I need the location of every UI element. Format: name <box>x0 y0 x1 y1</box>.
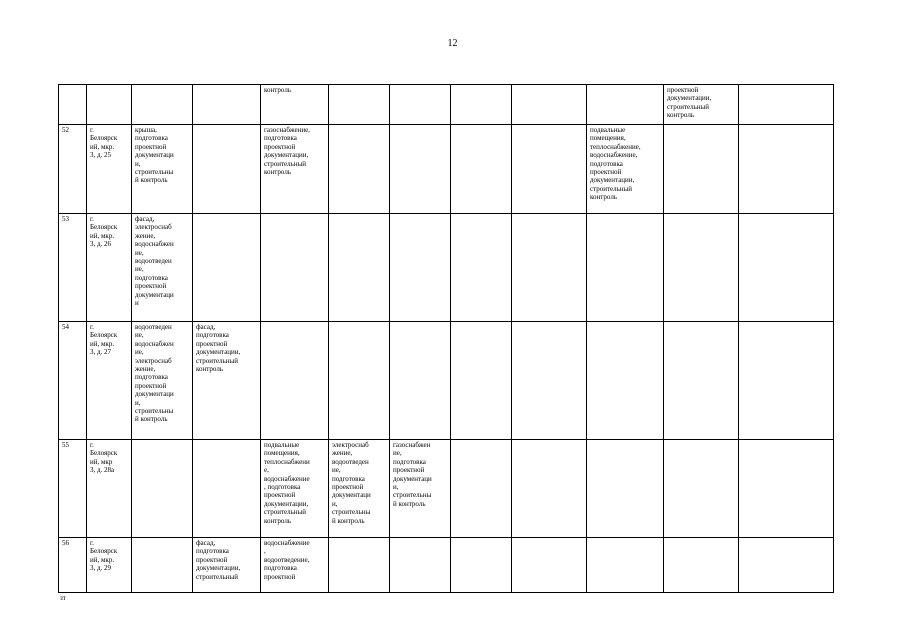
table-cell: 53 <box>59 214 87 322</box>
table-cell <box>587 538 664 593</box>
table-cell: фасад, подготовка проектной документации, строительный <box>193 538 261 593</box>
table-cell: г. Белоярск ий, мкр 3, д. 28а <box>87 440 132 538</box>
table-cell <box>59 85 87 125</box>
table-cell <box>132 440 193 538</box>
table-cell <box>451 322 512 440</box>
table-cell <box>87 85 132 125</box>
table-cell: газоснабжение, подготовка проектной документации, строительный контроль <box>261 125 329 214</box>
table-cell <box>664 214 739 322</box>
table-cell: газоснабжен ие, подготовка проектной документаци и, строительны й контроль <box>390 440 451 538</box>
table-cell: крыша, подготовка проектной документаци и, строительны й контроль <box>132 125 193 214</box>
table-cell <box>390 322 451 440</box>
table-row <box>59 322 834 440</box>
repair-schedule-table <box>58 84 834 593</box>
table-cell <box>587 440 664 538</box>
table-cell <box>512 85 587 125</box>
table-cell: водоотведен ие, водоснабжен ие, электроснаб жение, подготовка проектной документаци и, строительны й контроль <box>132 322 193 440</box>
table-cell <box>664 322 739 440</box>
table-cell: фасад, подготовка проектной документации, строительный контроль <box>193 322 261 440</box>
table-cell: 56 <box>59 538 87 593</box>
table-cell: г. Белоярск ий, мкр. 3, д. 27 <box>87 322 132 440</box>
table-cell <box>739 214 834 322</box>
table-cell <box>261 322 329 440</box>
table-cell: водоснабжение , водоотведение, подготовка проектной <box>261 538 329 593</box>
table-cell <box>739 85 834 125</box>
table-cell <box>664 440 739 538</box>
table-cell <box>587 214 664 322</box>
table-cell: электроснаб жение, водоотведен ие, подготовка проектной документаци и, строительны й контроль <box>329 440 390 538</box>
table-cell <box>664 125 739 214</box>
table-cell <box>329 538 390 593</box>
table-cell <box>739 322 834 440</box>
table-cell <box>390 538 451 593</box>
table-row <box>59 125 834 214</box>
table-cell <box>512 538 587 593</box>
table-cell <box>132 538 193 593</box>
page-number: 12 <box>447 38 458 49</box>
table-cell <box>193 125 261 214</box>
table-cell <box>451 538 512 593</box>
table-cell: фасад, электроснаб жение, водоснабжен ие, водоотведен ие, подготовка проектной документаци и <box>132 214 193 322</box>
table-cell <box>451 85 512 125</box>
table-cell <box>739 538 834 593</box>
table-cell <box>512 322 587 440</box>
table-cell <box>512 125 587 214</box>
table-cell <box>193 440 261 538</box>
table-cell <box>664 538 739 593</box>
table-cell <box>739 440 834 538</box>
table-cell <box>451 214 512 322</box>
table-cell: 54 <box>59 322 87 440</box>
table-cell <box>261 214 329 322</box>
table-cell <box>329 125 390 214</box>
table-cell: проектной документации, строительный контроль <box>664 85 739 125</box>
table-cell <box>390 125 451 214</box>
table-cell <box>390 214 451 322</box>
table-row <box>59 85 834 125</box>
table-cell <box>193 214 261 322</box>
table-cell <box>451 440 512 538</box>
table-cell <box>132 85 193 125</box>
table-cell <box>587 85 664 125</box>
table-row <box>59 440 834 538</box>
table-cell: 55 <box>59 440 87 538</box>
table-cell <box>329 214 390 322</box>
table-cell <box>587 322 664 440</box>
table-cell <box>329 322 390 440</box>
table-cell <box>329 85 390 125</box>
table-cell <box>512 214 587 322</box>
table-cell <box>739 125 834 214</box>
table-cell: 52 <box>59 125 87 214</box>
table-cell: подвальные помещения, теплоснабжени е, водоснабжение , подготовка проектной документации, строительный контроль <box>261 440 329 538</box>
table-row <box>59 538 834 593</box>
table-cell <box>451 125 512 214</box>
table-row <box>59 214 834 322</box>
table-cell: подвальные помещения, теплоснабжение, водоснабжение, подготовка проектной документации, строительный контроль <box>587 125 664 214</box>
table-cell <box>193 85 261 125</box>
table-cell: г. Белоярск ий, мкр. 3, д. 25 <box>87 125 132 214</box>
table-cell: г. Белоярск ий, мкр. 3, д. 26 <box>87 214 132 322</box>
table-cell: г. Белоярск ий, мкр. 3, д. 29 <box>87 538 132 593</box>
table-cell <box>512 440 587 538</box>
table-cell: контроль <box>261 85 329 125</box>
footer-mark: зт <box>60 594 66 602</box>
table-cell <box>390 85 451 125</box>
